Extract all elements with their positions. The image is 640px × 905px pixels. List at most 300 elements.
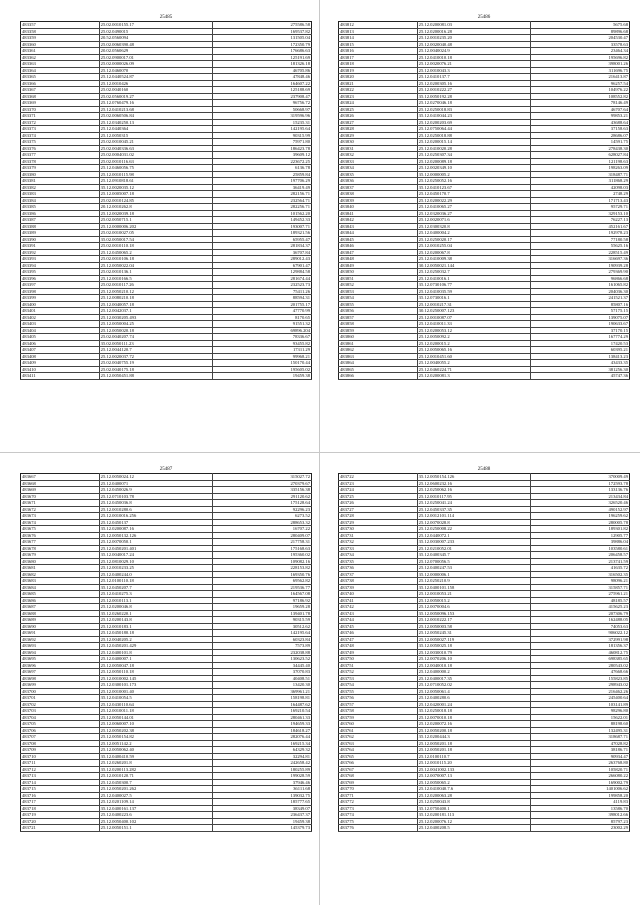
amount-cell: 198263.09	[531, 165, 630, 172]
code-cell: 25.12.0050245.31	[417, 630, 531, 637]
amount-cell: 278438.30	[531, 145, 630, 152]
amount-cell: 38349.07	[213, 805, 312, 812]
code-cell: 25.12.0050201.18	[417, 740, 531, 747]
page-number: 25486	[477, 15, 491, 20]
code-cell: 35.12.0250018.18	[417, 708, 531, 715]
row-id-cell: 483372	[21, 119, 100, 126]
row-id-cell: 483830	[339, 139, 418, 146]
code-cell: 25.12.0460070	[99, 67, 213, 74]
amount-cell: 67901.47	[213, 262, 312, 269]
row-id-cell: 483699	[21, 682, 100, 689]
row-id-cell: 483366	[21, 80, 100, 87]
code-cell: 25.12.0070004.6	[417, 604, 531, 611]
amount-cell: 36111.68	[213, 786, 312, 793]
row-id-cell: 483667	[21, 474, 100, 481]
amount-cell: 69562.82	[213, 578, 312, 585]
code-cell: 35.12.0410044.23	[417, 113, 531, 120]
code-cell: 25.02.0060390.48	[99, 41, 213, 48]
code-cell: 25.12.0040055.2	[417, 360, 531, 367]
row-id-cell: 483766	[339, 760, 418, 767]
row-id-cell: 483841	[339, 210, 418, 217]
row-id-cell: 483744	[339, 617, 418, 624]
row-id-cell: 483684	[21, 584, 100, 591]
amount-cell: 23002.29	[531, 825, 630, 832]
row-id-cell: 483847	[339, 249, 418, 256]
code-cell: 25.02.0040207.74	[99, 334, 213, 341]
code-cell: 25.02.0010116.63	[99, 158, 213, 165]
amount-cell: 381256.30	[531, 366, 630, 373]
amount-cell: 318487.71	[531, 171, 630, 178]
amount-cell: 213434.84	[531, 493, 630, 500]
row-id-cell: 483369	[21, 100, 100, 107]
amount-cell: 460812.75	[531, 649, 630, 656]
code-cell: 25.12.0250043.8	[417, 799, 531, 806]
amount-cell: 326520.46	[531, 500, 630, 507]
amount-cell: 197706.29	[213, 178, 312, 185]
code-cell: 25.12.0050020.18	[99, 327, 213, 334]
row-id-cell: 483849	[339, 262, 418, 269]
amount-cell: 39886.04	[531, 539, 630, 546]
code-cell: 25.12.0010426	[99, 80, 213, 87]
amount-cell: 121198.63	[531, 158, 630, 165]
row-id-cell: 483698	[21, 675, 100, 682]
code-cell: 25.12.0201109.14	[99, 799, 213, 806]
row-id-cell: 483668	[21, 480, 100, 487]
code-cell: 25.12.0440072.1	[417, 532, 531, 539]
code-cell: 35.12.0400345.7	[417, 552, 531, 559]
code-cell: 35.12.0050192.28	[417, 93, 531, 100]
code-cell: 25.12.0300320.8	[417, 223, 531, 230]
row-id-cell: 483694	[21, 649, 100, 656]
code-cell: 25.12.0010113.1	[99, 597, 213, 604]
code-cell: 25.12.0010233.25	[99, 565, 213, 572]
code-cell: 25.12.0050315	[99, 132, 213, 139]
amount-cell: 8170.65	[213, 314, 312, 321]
code-cell: 35.12.0450207.7	[99, 584, 213, 591]
amount-cell: 104976.22	[531, 87, 630, 94]
code-cell: 25.12.0710052.02	[417, 682, 531, 689]
amount-cell: 38186.71	[531, 747, 630, 754]
amount-cell: 217758.31	[213, 539, 312, 546]
amount-cell: 241521.37	[531, 295, 630, 302]
amount-cell: 6136.78	[213, 165, 312, 172]
row-id-cell: 483768	[339, 773, 418, 780]
amount-cell: 90315.59	[213, 617, 312, 624]
amount-cell: 105820.71	[531, 766, 630, 773]
row-id-cell: 483758	[339, 708, 418, 715]
row-id-cell: 483756	[339, 695, 418, 702]
amount-cell: 97186.92	[213, 597, 312, 604]
code-cell: 25.12.0050003.58	[417, 623, 531, 630]
row-id-cell: 483359	[21, 35, 100, 42]
amount-cell: 172593.78	[531, 480, 630, 487]
row-id-cell: 483855	[339, 301, 418, 308]
code-cell: 25.12.0050201.18	[417, 747, 531, 754]
code-cell: 25.12.0010001.40	[99, 688, 213, 695]
amount-cell: 181356.37	[531, 643, 630, 650]
amount-cell: 41635.72	[531, 565, 630, 572]
code-cell: 25.12.0450036.8	[99, 500, 213, 507]
row-id-cell: 483376	[21, 145, 100, 152]
code-cell: 35.12.0200087.16	[99, 526, 213, 533]
code-cell: 25.12.0250307.34	[417, 152, 531, 159]
row-id-cell: 483689	[21, 617, 100, 624]
row-id-cell: 483374	[21, 132, 100, 139]
amount-cell: 78336.67	[213, 334, 312, 341]
row-id-cell: 483681	[21, 565, 100, 572]
amount-cell: 88594.31	[213, 295, 312, 302]
code-cell: 25.12.0010235.20	[417, 35, 531, 42]
row-id-cell: 483702	[21, 701, 100, 708]
code-cell: 25.12.0250041.24	[417, 500, 531, 507]
table-row	[339, 825, 630, 832]
code-cell: 25.12.0010002.145	[99, 675, 213, 682]
row-id-cell: 483697	[21, 669, 100, 676]
row-id-cell: 483816	[339, 48, 418, 55]
code-cell: 25.12.0450201.401	[99, 545, 213, 552]
code-cell: 25.02.0010027.05	[99, 230, 213, 237]
code-cell: 25.12.0340250.13	[99, 119, 213, 126]
row-id-cell: 483743	[339, 610, 418, 617]
row-id-cell: 483711	[21, 760, 100, 767]
amount-cell: 275586.58	[213, 22, 312, 29]
row-id-cell: 483845	[339, 236, 418, 243]
row-id-cell: 483375	[21, 139, 100, 146]
code-cell: 35.12.0410054.5	[99, 695, 213, 702]
row-id-cell: 483753	[339, 675, 418, 682]
amount-cell: 76227.13	[531, 217, 630, 224]
code-cell: 25.12.0050004.25	[99, 321, 213, 328]
row-id-cell: 483708	[21, 740, 100, 747]
amount-cell: 149452.33	[213, 217, 312, 224]
row-id-cell: 483403	[21, 321, 100, 328]
row-id-cell: 483373	[21, 126, 100, 133]
row-id-cell: 483819	[339, 67, 418, 74]
code-cell: 25.12.0250052.16	[417, 178, 531, 185]
row-id-cell: 483690	[21, 623, 100, 630]
amount-cell: 7573.89	[213, 643, 312, 650]
row-id-cell: 483745	[339, 623, 418, 630]
amount-cell: 223672.25	[213, 158, 312, 165]
code-cell: 25.12.0250018.83	[417, 106, 531, 113]
code-cell: 25.02.0490015	[99, 28, 213, 35]
amount-cell: 199028.59	[213, 773, 312, 780]
amount-cell: 195696.82	[531, 54, 630, 61]
code-cell: 25.12.0050061.4	[417, 688, 531, 695]
amount-cell: 311696.75	[531, 67, 630, 74]
amount-cell: 64329.32	[213, 747, 312, 754]
amount-cell: 98096.21	[531, 578, 630, 585]
row-id-cell: 483846	[339, 243, 418, 250]
code-cell: 25.12.0400244.0	[99, 571, 213, 578]
amount-cell: 39609.12	[213, 152, 312, 159]
amount-cell: 189301.82	[531, 526, 630, 533]
amount-cell: 415625.23	[531, 604, 630, 611]
amount-cell: 109082.16	[213, 558, 312, 565]
code-cell: 25.12.0200015.2	[417, 340, 531, 347]
code-cell: 25.12.0020037.72	[99, 353, 213, 360]
code-cell: 25.12.0400280.6	[417, 695, 531, 702]
code-cell: 25.12.0010043.3	[417, 67, 531, 74]
row-id-cell: 483848	[339, 256, 418, 263]
code-cell: 35.12.0200181.113	[417, 812, 531, 819]
code-cell: 25.12.0450180.18	[99, 630, 213, 637]
row-id-cell: 483687	[21, 604, 100, 611]
code-cell: 25.12.0410020.28	[417, 145, 531, 152]
row-id-cell: 483828	[339, 126, 418, 133]
code-cell: 25.12.0450337.35	[417, 506, 531, 513]
code-cell: 25.12.0750064.44	[417, 126, 531, 133]
amount-cell: 89896.68	[531, 28, 630, 35]
row-id-cell: 483760	[339, 721, 418, 728]
code-cell: 25.02.0004031.02	[99, 152, 213, 159]
amount-cell: 175128.64	[213, 500, 312, 507]
code-cell: 25.12.0200076.12	[417, 818, 531, 825]
code-cell: 25.12.0400101.8	[99, 649, 213, 656]
row-id-cell: 483812	[339, 22, 418, 29]
code-cell: 25.12.0410010.18	[417, 54, 531, 61]
code-cell: 25.12.0260201.8	[99, 760, 213, 767]
amount-cell: 206458.57	[531, 552, 630, 559]
amount-cell: 85807.16	[531, 301, 630, 308]
row-id-cell: 483709	[21, 747, 100, 754]
row-id-cell: 483755	[339, 688, 418, 695]
row-id-cell: 483726	[339, 500, 418, 507]
code-cell: 25.02.0000026.09	[99, 61, 213, 68]
row-id-cell: 483839	[339, 197, 418, 204]
amount-cell: 190939.28	[531, 262, 630, 269]
amount-cell: 184618.27	[213, 727, 312, 734]
amount-cell: 139401.78	[213, 610, 312, 617]
amount-cell: 195605.02	[213, 366, 312, 373]
amount-cell: 47770.99	[213, 308, 312, 315]
row-id-cell: 483722	[339, 474, 418, 481]
amount-cell: 4119.83	[531, 799, 630, 806]
amount-cell: 78146.49	[531, 100, 630, 107]
amount-cell: 242658.42	[213, 760, 312, 767]
amount-cell: 335156.38	[213, 487, 312, 494]
row-id-cell: 483388	[21, 223, 100, 230]
code-cell: 25.12.0410275.3	[99, 591, 213, 598]
amount-cell: 164567.08	[213, 591, 312, 598]
row-id-cell: 483381	[21, 178, 100, 185]
row-id-cell: 483363	[21, 61, 100, 68]
row-id-cell: 483761	[339, 727, 418, 734]
row-id-cell: 483399	[21, 295, 100, 302]
code-cell: 25.02.0010045.21	[99, 139, 213, 146]
code-cell: 25.12.0410035.59	[417, 288, 531, 295]
amount-cell: 288653.32	[213, 519, 312, 526]
amount-cell: 232564.71	[213, 197, 312, 204]
row-id-cell: 483678	[21, 545, 100, 552]
row-id-cell: 483408	[21, 353, 100, 360]
row-id-cell: 483693	[21, 643, 100, 650]
row-id-cell: 483391	[21, 243, 100, 250]
row-id-cell: 483683	[21, 578, 100, 585]
amount-cell: 175168.63	[213, 545, 312, 552]
code-cell: 25.12.0050024.12	[99, 474, 213, 481]
row-id-cell: 483852	[339, 282, 418, 289]
code-cell: 25.12.0010222.27	[417, 87, 531, 94]
row-id-cell: 483843	[339, 223, 418, 230]
row-id-cell: 483716	[21, 792, 100, 799]
code-cell: 25.12.0100110.7	[417, 753, 531, 760]
amount-cell: 60323.84	[213, 636, 312, 643]
amount-cell: 30512.62	[213, 623, 312, 630]
amount-cell: 1401006.62	[531, 786, 630, 793]
row-id-cell: 483717	[21, 799, 100, 806]
row-id-cell: 483741	[339, 597, 418, 604]
code-cell: 25.12.0200063.28	[417, 792, 531, 799]
code-cell: 25.12.0460056.75	[99, 165, 213, 172]
code-cell: 20.12.0010262.8	[99, 204, 213, 211]
amount-cell: 103580.61	[531, 545, 630, 552]
code-cell: 25.12.0050451.88	[99, 373, 213, 380]
code-cell: 25.02.0010117.26	[99, 282, 213, 289]
amount-cell: 318687.71	[531, 734, 630, 741]
amount-cell: 180255.89	[213, 766, 312, 773]
code-cell: 35.12.0400161.137	[99, 805, 213, 812]
code-cell: 25.12.0060007.10	[99, 721, 213, 728]
code-cell: 25.12.0210052.01	[417, 545, 531, 552]
row-id-cell: 483731	[339, 532, 418, 539]
code-cell: 25.12.0000006.202	[99, 223, 213, 230]
amount-cell: 370009.49	[531, 474, 630, 481]
row-id-cell: 483674	[21, 519, 100, 526]
amount-cell: 169215.34	[213, 740, 312, 747]
amount-cell: 282156.71	[213, 191, 312, 198]
row-id-cell: 483757	[339, 701, 418, 708]
row-id-cell: 483832	[339, 152, 418, 159]
row-id-cell: 483764	[339, 747, 418, 754]
amount-cell: 19459.38	[213, 373, 312, 380]
row-id-cell: 483750	[339, 656, 418, 663]
code-cell: 25.12.0200143.8	[99, 617, 213, 624]
code-cell: 25.12.0450026.9	[99, 487, 213, 494]
amount-cell: 37070.83	[213, 669, 312, 676]
row-id-cell: 483393	[21, 256, 100, 263]
amount-cell: 69896.204	[213, 327, 312, 334]
amount-cell: 194659.33	[213, 721, 312, 728]
row-id-cell: 483362	[21, 54, 100, 61]
amount-cell: 46707.64	[531, 106, 630, 113]
code-cell: 25.12.0250032.7	[417, 269, 531, 276]
code-cell: 25.12.0450201.429	[99, 643, 213, 650]
row-id-cell: 483821	[339, 80, 418, 87]
amount-cell: 176686.63	[213, 48, 312, 55]
row-id-cell: 483721	[21, 825, 100, 832]
amount-cell: 129884.58	[213, 269, 312, 276]
row-id-cell: 483829	[339, 132, 418, 139]
row-id-cell: 483410	[21, 366, 100, 373]
amount-cell: 298943.02	[531, 682, 630, 689]
code-cell: 25.12.0050110.18	[99, 669, 213, 676]
code-cell: 25.12.0760479.16	[99, 100, 213, 107]
code-cell: 25.02.0900017.01	[99, 54, 213, 61]
code-cell: 25.12.0400017.35	[417, 675, 531, 682]
row-id-cell: 483383	[21, 191, 100, 198]
amount-cell: 162488.05	[531, 617, 630, 624]
code-cell: 25.12.0810029.10	[99, 558, 213, 565]
amount-cell: 158198.81	[213, 695, 312, 702]
code-cell: 25.12.0012101.114	[417, 513, 531, 520]
row-id-cell: 483859	[339, 327, 418, 334]
row-id-cell: 483677	[21, 539, 100, 546]
amount-cell: 101562.20	[213, 210, 312, 217]
row-id-cell: 483864	[339, 360, 418, 367]
code-cell: 25.12.0010115.20	[417, 760, 531, 767]
code-cell: 20.02.0560629	[99, 48, 213, 55]
table-row	[21, 825, 312, 832]
amount-cell: 130623.52	[213, 656, 312, 663]
row-id-cell: 483774	[339, 812, 418, 819]
code-cell: 25.12.0200016.28	[417, 28, 531, 35]
amount-cell: 196259.62	[531, 513, 630, 520]
code-cell: 25.12.0400223.6	[99, 812, 213, 819]
row-id-cell: 483371	[21, 113, 100, 120]
row-id-cell: 483370	[21, 106, 100, 113]
page-panel-3	[20, 466, 312, 832]
amount-cell: 169350.76	[213, 571, 312, 578]
code-cell: 25.12.0250210.9	[417, 578, 531, 585]
row-id-cell: 483720	[21, 818, 100, 825]
amount-cell: 19459.38	[213, 818, 312, 825]
row-id-cell: 483361	[21, 48, 100, 55]
code-cell: 25.12.0440364	[99, 126, 213, 133]
code-cell: 25.12.0050092.2	[417, 334, 531, 341]
code-cell: 25.12.0050065.2	[417, 779, 531, 786]
row-id-cell: 483394	[21, 262, 100, 269]
row-id-cell: 483765	[339, 753, 418, 760]
row-id-cell: 483679	[21, 552, 100, 559]
amount-cell: 232038.88	[213, 649, 312, 656]
row-id-cell: 483384	[21, 197, 100, 204]
row-id-cell: 483727	[339, 506, 418, 513]
code-cell: 25.12.0020076.21	[417, 61, 531, 68]
row-id-cell: 483385	[21, 204, 100, 211]
amount-cell: 13586.70	[531, 805, 630, 812]
code-cell: 25.12.0050065.16	[417, 347, 531, 354]
code-cell: 25.12.0050027.119	[417, 636, 531, 643]
code-cell: 25.12.0044120.7	[99, 347, 213, 354]
amount-cell: 33578.63	[531, 41, 630, 48]
code-cell: 25.12.0070007.13	[417, 773, 531, 780]
amount-cell: 199858.20	[531, 792, 630, 799]
row-id-cell: 483840	[339, 204, 418, 211]
row-id-cell: 483820	[339, 74, 418, 81]
row-id-cell: 483712	[21, 766, 100, 773]
code-cell: 25.02.0010155.17	[99, 22, 213, 29]
code-cell: 25.12.0010451.60	[417, 353, 531, 360]
code-cell: 25.12.0400027.5	[99, 792, 213, 799]
amount-cell: 270379.67	[213, 480, 312, 487]
row-id-cell: 483671	[21, 500, 100, 507]
row-id-cell: 483390	[21, 236, 100, 243]
code-cell: 25.02.0040755.19	[99, 360, 213, 367]
row-id-cell: 483853	[339, 288, 418, 295]
amount-cell: 216413.87	[531, 74, 630, 81]
amount-cell: 96257.54	[531, 80, 630, 87]
row-id-cell: 483866	[339, 373, 418, 380]
code-cell: 25.12.0450137	[99, 519, 213, 526]
row-id-cell: 483844	[339, 230, 418, 237]
amount-cell: 47668.66	[531, 669, 630, 676]
code-cell: 35.12.0050025.18	[417, 643, 531, 650]
code-cell: 25.02.0010124.85	[99, 197, 213, 204]
code-cell: 25.12.0450065.2	[99, 249, 213, 256]
amount-cell: 291120.62	[213, 493, 312, 500]
code-cell: 25.12.0020039.18	[99, 210, 213, 217]
